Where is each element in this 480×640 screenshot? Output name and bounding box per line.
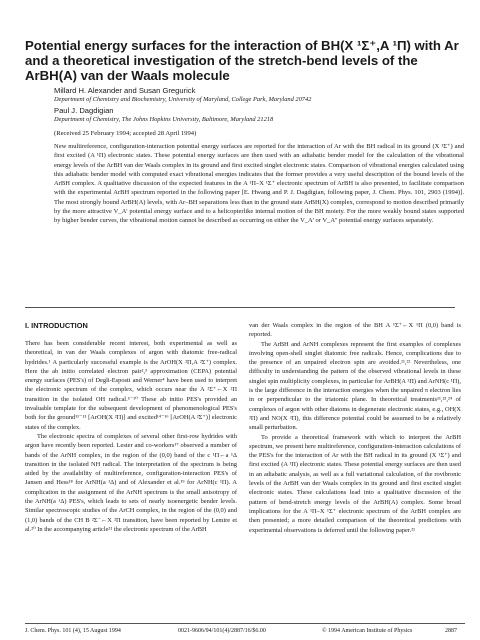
affiliation-1: Department of Chemistry and Biochemistry, University of Maryland, College Park, Maryland 20742 (54, 96, 312, 103)
header-divider (25, 307, 455, 308)
footer-divider (25, 623, 465, 624)
body-column-right (249, 321, 461, 535)
article-title: Potential energy surfaces for the interaction of BH(X ¹Σ⁺,A ¹Π) with Ar and a theoretical investigation of the stretch-bend levels of the ArBH(A) van der Waals molecule (25, 38, 459, 83)
body-column-left (25, 339, 237, 534)
paragraph: To provide a theoretical framework with which to interpret the ArBH spectrum, we present here multireference, configuration-interaction calculations of the PES's for the interaction of Ar with the BH radical in its ground (X ¹Σ⁺) and first excited (A ¹Π) electronic states. These potential energy surfaces are then used in an adiabatic analysis, as well as a full variational calculation, of the rovibronic levels of the ArBH van der Waals complex in its ground and first excited singlet electronic states. These calculations lead into a qualitative discussion of the pattern of bend-stretch energy levels of the ArBH(A) complex. Some broad implications for the A ¹Π–X ¹Σ⁺ electronic spectrum of the ArBH complex are then presented; a more detailed comparison of the theoretical predictions with experimental observations is deferred until the following paper.²¹ (249, 433, 461, 534)
paragraph: There has been considerable recent interest, both experimental as well as theoretical, in van der Waals complexes of argon with diatomic free-radical hydrides.¹ A particularly successful example is the ArOH(X ²Π,A ²Σ⁺) complex. Here the ab initio correlated electron pair²,³ approximation (CEPA) potential energy surfaces (PES's) of Degli-Esposti and Werner⁴ have been used to interpret the electronic spectrum of the complex, which occurs near the A ²Σ⁺←X ²Π transition in the isolated OH radical.⁵⁻¹⁰ These ab initio PES's provided an invaluable template for the subsequent development of phenomenological PES's both for the ground¹¹⁻¹³ [ArOH(X ²Π)] and excited¹⁴⁻¹⁶ [ArOH(A ²Σ⁺)] electronic states of the complex. (25, 340, 237, 431)
abstract: New multireference, configuration-interaction potential energy surfaces are reported for the interaction of Ar with the BH radical in its ground (X ¹Σ⁺) and first excited (A ¹Π) electronic states. These potential energy surfaces are then used with an adiabatic bender model for the calculation of the vibrational energy levels of the ArBH van der Waals complex in its ground and first excited singlet electronic states. Comparison of vibrational energies calculated using this adiabatic bender model with computed exact vibrational energies indicates that the former provides a very useful description of the bound levels of the ArBH complex. A qualitative discussion of the expected features in the A ¹Π–X ¹Σ⁺ electronic spectrum of ArBH is also presented, to facilitate comparison with the experimental ArBH spectrum reported in the following paper [E. Hwang and P. J. Dagdigian, following paper, J. Chem. Phys. 101, 2903 (1994)]. The most strongly bound ArBH(A) levels, with Ar–BH separations less than in the ground state ArBH(X) complex, correspond to motion described primarily by the more attractive V_A' potential energy surface and to a helicopterlike internal motion of the BH moiety. For the more weakly bound states supported by higher bender curves, the vibrational motion cannot be described as occurring on either the V_A' or V_A'' potential energy surfaces separately. (54, 143, 464, 225)
author-line-1: Millard H. Alexander and Susan Gregurick (54, 86, 196, 95)
paragraph: The electronic spectra of complexes of several other first-row hydrides with argon have recently been reported. Lester and co-workers¹⁷ observed a number of bands of the ArNH complex, in the region of the (0,0) band of the c ¹Π←a ¹Δ transition in the isolated NH radical. The interpretation of the spectrum is being aided by the availability of multireference, configuration-interaction PES's of Jansen and Hess¹⁸ for ArNH(a ¹Δ) and of Alexander et al.¹⁹ for ArNH(c ¹Π). A complication in the assignment of the ArNH spectrum is the small anisotropy of the ArNH(a ¹Δ) PES's, which leads to sets of nearly isoenergetic bender levels. Similar spectroscopic studies of the ArCH complex, in the region of the (0,0) and (1,0) bands of the CH B ²Σ⁻←X ²Π transition, have been reported by Lemire et al.²⁰ In the accompanying article²¹ the electronic spectrum of the ArBH (25, 432, 237, 533)
author-line-2: Paul J. Dagdigian (54, 106, 114, 115)
footer-journal: J. Chem. Phys. 101 (4), 15 August 1994 (25, 628, 121, 634)
paragraph: The ArBH and ArNH complexes represent the first examples of complexes involving open-shell singlet diatomic free radicals. Hence, complications due to the presence of an unpaired electron spin are avoided.¹¹,²² Nevertheless, one difficulty in understanding the pattern of the observed vibrational levels in these singlet spin multiplicity complexes, in particular for ArBH(A ¹Π) and ArNH(c ¹Π), is the large difference in the interaction energies when the unpaired π electron lies in or perpendicular to the triatomic plane. In theoretical treatments¹¹,²³,²⁴ of complexes of argon with other diatoms in degenerate electronic states, e.g., OH(X ²Π) and NO(X ²Π), this difference potential could be assumed to be a relatively small perturbation. (249, 340, 461, 432)
affiliation-2: Department of Chemistry, The Johns Hopkins University, Baltimore, Maryland 21218 (54, 116, 274, 123)
footer-code: 0021-9606/94/101(4)/2887/16/$6.00 (178, 628, 266, 634)
section-heading: I. INTRODUCTION (25, 321, 88, 330)
page-number: 2887 (445, 628, 457, 634)
received-dates: (Received 25 February 1994; accepted 28 April 1994) (54, 130, 197, 137)
footer-copyright: © 1994 American Institute of Physics (322, 628, 413, 634)
paragraph: van der Waals complex in the region of the BH A ¹Σ⁺←X ¹Π (0,0) band is reported. (249, 322, 461, 339)
